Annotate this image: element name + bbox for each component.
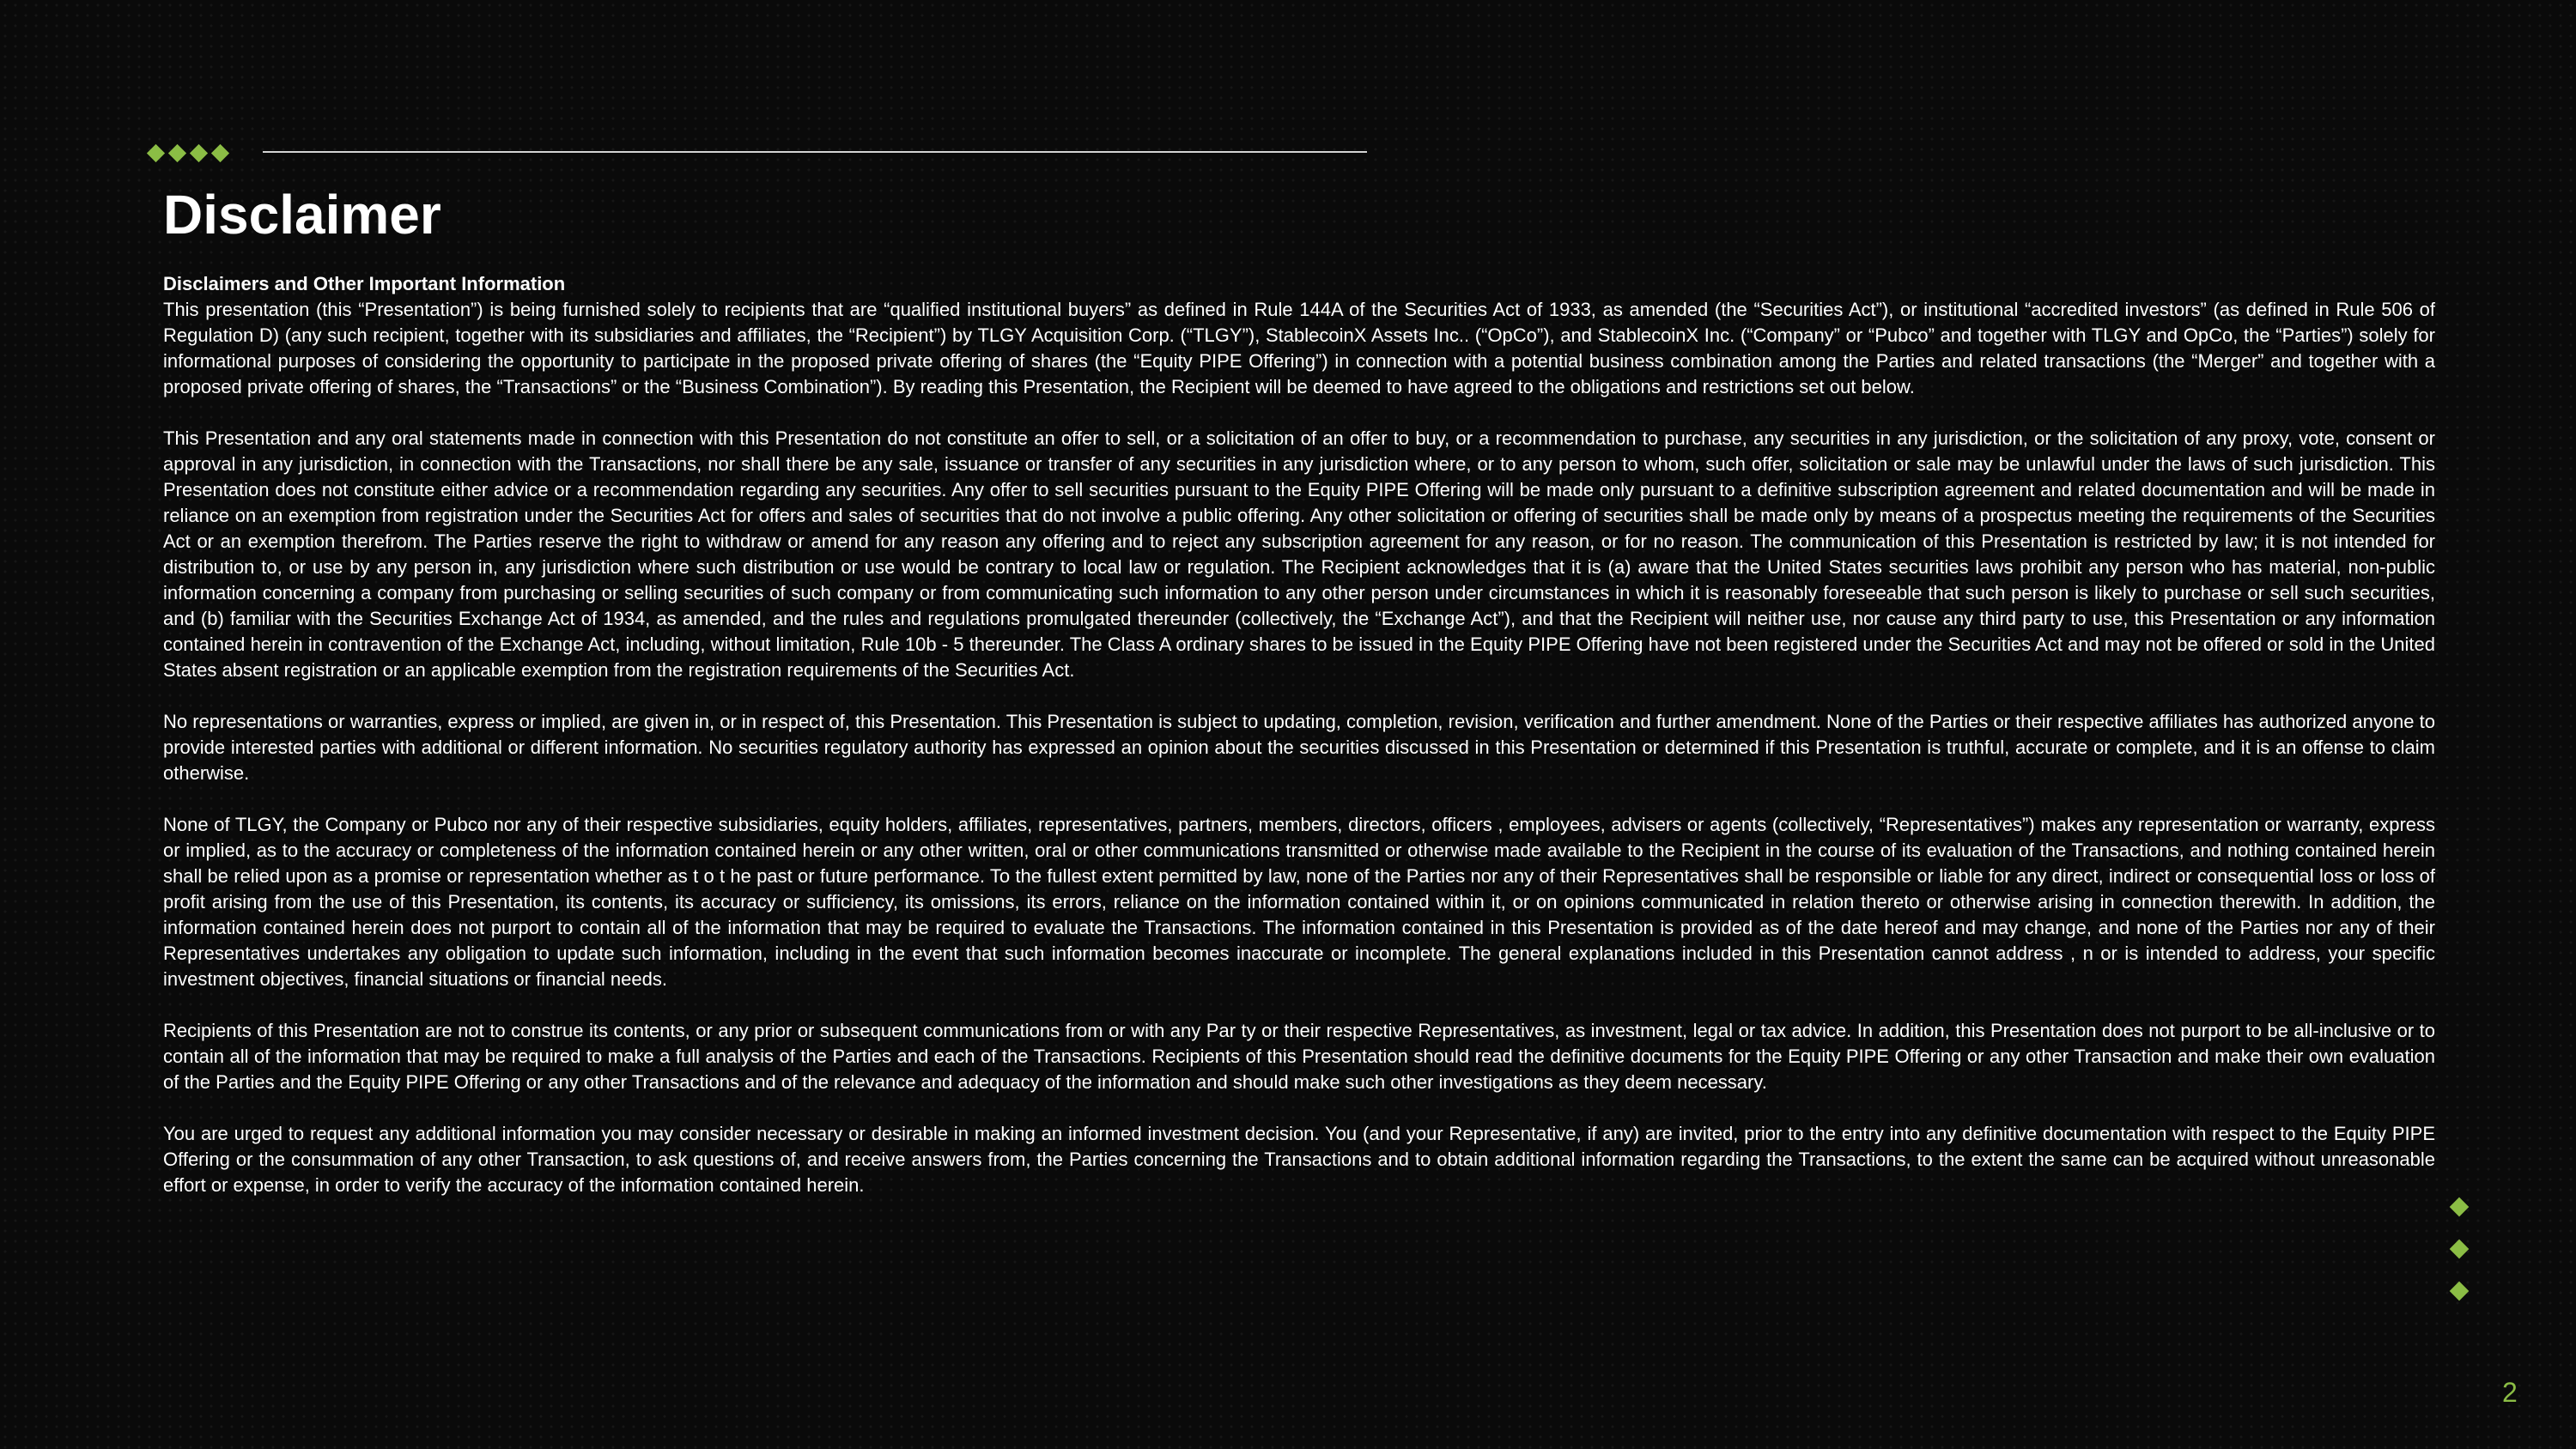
diamond-icon — [168, 143, 186, 161]
paragraph-not-advice: Recipients of this Presentation are not to construe its contents, or any prior or subsequent communications from or with any Par ty or their respective Representatives, as investment, legal or tax advice. In addition, this Presentation does not purport to be all-inclusive or to contain all of the information that may be required to make a full analysis of the Parties and each of the Transactions. Recipients of this Presentation should read the definitive documents for the Equity PIPE Offering or any other Transaction and make their own evaluation of the Parties and the Equity PIPE Offering or any other Transactions and of the relevance and adequacy of the information and should make such other investigations as they deem necessary. — [163, 1020, 2435, 1093]
header-divider — [263, 151, 1367, 153]
paragraph-no-representations: No representations or warranties, express or implied, are given in, or in respect of, this Presentation. This Presentation is subject to updating, completion, revision, verification and further amendment. None of the Parties or their respective affiliates has authorized anyone to provide interested parties with additional or different information. No securities regulatory authority has expressed an opinion about the securities discussed in this Presentation or determined if this Presentation is truthful, accurate or complete, and it is an offense to claim otherwise. — [163, 711, 2435, 784]
diamond-icon — [190, 143, 208, 161]
disclaimer-body — [163, 271, 2435, 1224]
header-diamonds — [149, 147, 227, 160]
page-title: Disclaimer — [163, 184, 441, 246]
paragraph-additional-information: You are urged to request any additional information you may consider necessary or desirable in making an informed investment decision. You (and your Representative, if any) are invited, prior to the entry into any definitive documentation with respect to the Equity PIPE Offering or the consummation of any other Transaction, to ask questions of, and receive answers from, the Parties concerning the Transactions and to obtain additional information regarding the Transactions, to the extent the same can be acquired without unreasonable effort or expense, in order to verify the accuracy of the information contained herein. — [163, 1123, 2435, 1196]
paragraph-recipients: This presentation (this “Presentation”) is being furnished solely to recipients that are “qualified institutional buyers” as defined in Rule 144A of the Securities Act of 1933, as amended (the “Securities Act”), or institutional “accredited investors” (as defined in Rule 506 of Regulation D) (any such recipient, together with its subsidiaries and affiliates, the “Recipient”) by TLGY Acquisition Corp. (“TLGY”), StablecoinX Assets Inc.. (“OpCo”), and StablecoinX Inc. (“Company” or “Pubco” and together with TLGY and OpCo, the “Parties”) solely for informational purposes of considering the opportunity to participate in the proposed private offering of shares (the “Equity PIPE Offering”) in connection with a potential business combination among the Parties and related transactions (the “Merger” and together with a proposed private offering of shares, the “Transactions” or the “Business Combination”). By reading this Presentation, the Recipient will be deemed to have agreed to the obligations and restrictions set out below. — [163, 299, 2435, 397]
header-ornament — [149, 142, 227, 164]
diamond-icon — [2450, 1197, 2470, 1217]
section-heading: Disclaimers and Other Important Information — [163, 273, 566, 294]
side-ornament — [2452, 1200, 2466, 1298]
diamond-icon — [2450, 1282, 2470, 1301]
page-number: 2 — [2502, 1377, 2518, 1408]
diamond-icon — [211, 143, 229, 161]
paragraph-no-offer: This Presentation and any oral statements made in connection with this Presentation do not constitute an offer to sell, or a solicitation of an offer to buy, or a recommendation to purchase, any securities in any jurisdiction, or the solicitation of any proxy, vote, consent or approval in any jurisdiction, in connection with the Transactions, nor shall there be any sale, issuance or transfer of any securities in any jurisdiction where, or to any person to whom, such offer, solicitation or sale may be unlawful under the laws of such jurisdiction. This Presentation does not constitute either advice or a recommendation regarding any securities. Any offer to sell securities pursuant to the Equity PIPE Offering will be made only pursuant to a definitive subscription agreement and related documentation and will be made in reliance on an exemption from registration under the Securities Act for offers and sales of securities that do not involve a public offering. Any other solicitation or offering of securities shall be made only by means of a prospectus meeting the requirements of the Securities Act or an exemption therefrom. The Parties reserve the right to withdraw or amend for any reason any offering and to reject any subscription agreement for any reason, or for no reason. The communication of this Presentation is restricted by law; it is not intended for distribution to, or use by any person in, any jurisdiction where such distribution or use would be contrary to local law or regulation. The Recipient acknowledges that it is (a) aware that the United States securities laws prohibit any person who has material, non-public information concerning a company from purchasing or selling securities of such company or from communicating such information to any other person under circumstances in which it is reasonably foreseeable that such person is likely to purchase or sell such securities, and (b) familiar with the Securities Exchange Act of 1934, as amended, and the rules and regulations promulgated thereunder (collectively, the “Exchange Act”), and that the Recipient will neither use, nor cause any third party to use, this Presentation or any information contained herein in contravention of the Exchange Act, including, without limitation, Rule 10b - 5 thereunder. The Class A ordinary shares to be issued in the Equity PIPE Offering have not been registered under the Securities Act and may not be offered or sold in the United States absent registration or an applicable exemption from the registration requirements of the Securities Act. — [163, 427, 2435, 681]
diamond-icon — [147, 143, 165, 161]
paragraph-no-warranty: None of TLGY, the Company or Pubco nor any of their respective subsidiaries, equity holders, affiliates, representatives, partners, members, directors, officers , employees, advisers or agents (collectively, “Representatives”) makes any representation or warranty, express or implied, as to the accuracy or completeness of the information contained herein or any other written, oral or other communications transmitted or otherwise made available to the Recipient in the course of its evaluation of the Transactions, and nothing contained herein shall be relied upon as a promise or representation whether as t o t he past or future performance. To the fullest extent permitted by law, none of the Parties nor any of their Representatives shall be responsible or liable for any direct, indirect or consequential loss or loss of profit arising from the use of this Presentation, its contents, its accuracy or sufficiency, its omissions, its errors, reliance on the information contained within it, or on opinions communicated in relation thereto or otherwise arising in connection therewith. In addition, the information contained herein does not purport to contain all of the information that may be required to evaluate the Transactions. The information contained in this Presentation is provided as of the date hereof and may change, and none of the Parties nor any of their Representatives undertakes any obligation to update such information, including in the event that such information becomes inaccurate or incomplete. The general explanations included in this Presentation cannot address , n or is intended to address, your specific investment objectives, financial situations or financial needs. — [163, 814, 2435, 990]
diamond-icon — [2450, 1240, 2470, 1259]
